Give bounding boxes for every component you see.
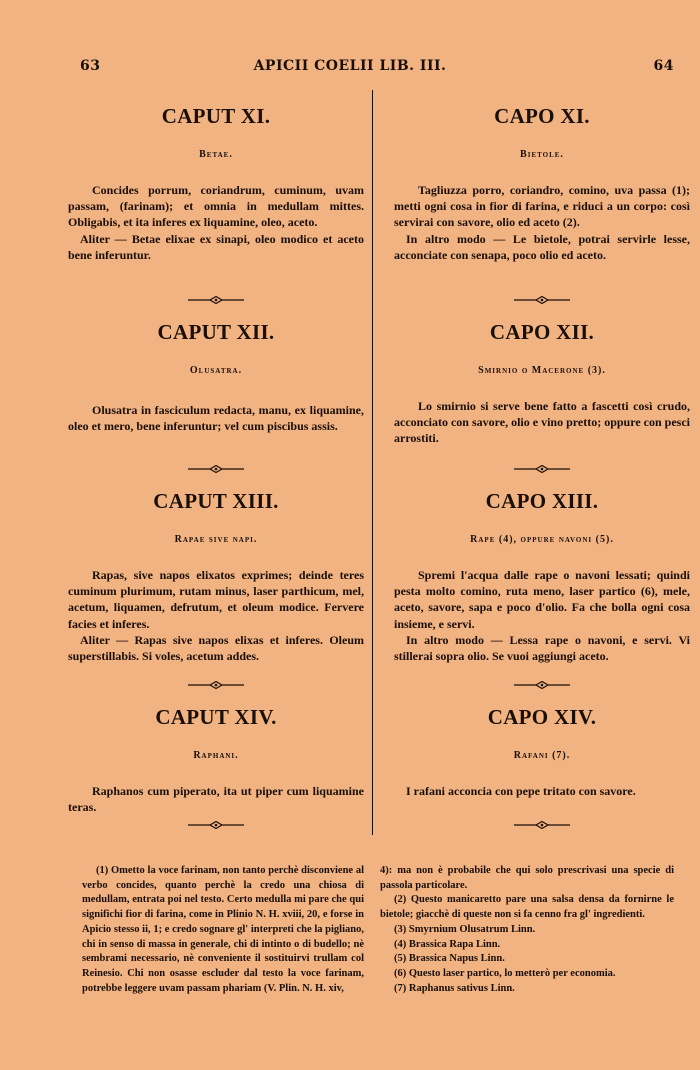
footnote-2: (2) Questo manicaretto pare una salsa densa da fornirne le bietole; giacchè di queste non si fa cenno fra gl' ingredienti. [380, 894, 674, 921]
footnotes-left [82, 864, 364, 996]
chapter-paragraph: Aliter — Betae elixae ex sinapi, oleo modico et aceto bene inferuntur. [68, 231, 364, 262]
chapter-paragraph: Olusatra in fasciculum redacta, manu, ex liquamine, oleo et mero, bene inferuntur; vel cum piscibus assis. [68, 403, 364, 434]
chapter-paragraph: Raphanos cum piperato, ita ut piper cum liquamine teras. [68, 784, 364, 815]
chapter-subtitle: Betae. [199, 149, 233, 160]
italian-chapter-11 [394, 104, 690, 263]
chapter-paragraph: Tagliuzza porro, coriandro, comino, uva passa (1); metti ogni cosa in fior di farina, e riduci a un corpo: così servirai con savore, olio ed aceto (2). [394, 183, 690, 230]
page-number-left: 63 [80, 58, 101, 74]
footnote-continuation: 4): ma non è probabile che qui solo prescrivasi una specie di passola particolare. [380, 865, 674, 891]
section-ornament [514, 296, 570, 304]
section-ornament [188, 681, 244, 689]
chapter-title: CAPUT XIII. [153, 489, 279, 513]
section-ornament [514, 681, 570, 689]
chapter-title: CAPO XII. [489, 320, 595, 344]
chapter-paragraph: In altro modo — Lessa rape o navoni, e servi. Vi stillerai sopra olio. Se vuoi aggiungi aceto. [394, 632, 690, 664]
chapter-paragraph: Aliter — Rapas sive napos elixas et inferes. Oleum superstillabis. Si voles, acetum addes. [68, 632, 364, 664]
footnote-6: (6) Questo laser partico, lo metterò per economia. [394, 967, 616, 979]
italian-chapter-14 [394, 705, 690, 799]
chapter-subtitle: Smirnio o Macerone (3). [478, 365, 606, 376]
chapter-title: CAPUT XIV. [155, 705, 277, 729]
section-ornament [188, 296, 244, 304]
chapter-title: CAPO XIII. [485, 489, 599, 513]
chapter-subtitle: Rape (4), oppure navoni (5). [470, 534, 614, 545]
chapter-paragraph: Spremi l'acqua dalle rape o navoni lessati; quindi pesta molto comino, ruta meno, laser partico (6), mele, aceto, savore, sapa e poco d'olio. Fa che bolla ogni cosa insieme, e servi. [394, 568, 690, 631]
chapter-paragraph: Concides porrum, coriandrum, cuminum, uvam passam, (farinam); et omnia in medullam mittes. Obligabis, et ita inferes ex liquamine, oleo, aceto. [68, 183, 364, 230]
footnotes-right [380, 864, 674, 996]
chapter-subtitle: Rapae sive napi. [174, 534, 258, 545]
chapter-paragraph: Lo smirnio si serve bene fatto a fascetti così crudo, acconciato con savore, olio e vino pretto; oppure con pesci arrostiti. [394, 399, 690, 446]
chapter-subtitle: Bietole. [520, 149, 564, 160]
section-ornament [188, 465, 244, 473]
chapter-title: CAPO XIV. [487, 705, 597, 729]
running-title: APICII COELII LIB. III. [253, 58, 447, 74]
italian-chapter-13 [394, 489, 690, 664]
footnote-4: (4) Brassica Rapa Linn. [394, 938, 501, 950]
footnote-7: (7) Raphanus sativus Linn. [394, 982, 515, 994]
chapter-title: CAPUT XII. [157, 320, 275, 344]
chapter-paragraph: I rafani acconcia con pepe tritato con savore. [406, 784, 636, 798]
chapter-paragraph: Rapas, sive napos elixatos exprimes; deinde teres cuminum plurimum, rutam minus, laser parthicum, mel, acetum, liquamen, defrutum, et oleum modice. Fervere facies et inferes. [68, 568, 364, 631]
chapter-subtitle: Raphani. [193, 750, 239, 761]
latin-chapter-11 [68, 104, 364, 263]
chapter-title: CAPUT XI. [161, 104, 271, 128]
chapter-subtitle: Rafani (7). [513, 750, 571, 761]
column-divider-rule [372, 90, 373, 835]
page-number-right: 64 [653, 58, 674, 74]
latin-chapter-14 [68, 705, 364, 815]
latin-chapter-12 [68, 320, 364, 434]
section-ornament [514, 465, 570, 473]
chapter-subtitle: Olusatra. [189, 365, 243, 376]
chapter-title: CAPO XI. [494, 104, 590, 128]
section-ornament [188, 821, 244, 829]
footnote-3: (3) Smyrnium Olusatrum Linn. [394, 923, 536, 935]
footnote-5: (5) Brassica Napus Linn. [394, 953, 505, 965]
italian-chapter-12 [394, 320, 690, 447]
chapter-paragraph: In altro modo — Le bietole, potrai servirle lesse, acconciate con senapa, poco olio ed aceto. [394, 231, 690, 262]
section-ornament [514, 821, 570, 829]
footnote-1: (1) Ometto la voce farinam, non tanto perchè disconviene al verbo concides, quanto perchè la credo una chiosa di medullam, entrata poi nel testo. Certo medulla mi pare che qui significhi fior di farina, come in Plinio N. H. xviii, 20, e forse in Apicio stesso ii, 1; e credo sognare gl' interpreti che la pigliano, chi in senso di massa in generale, chi di intinto o di budello; nè sembrami necessario, nè conveniente il sostituirvi trullam col Reinesio. Chi non osasse escluder dal testo la voce farinam, potrebbe leggere uvam passam phariam (V. Plin. N. H. xiv, [82, 865, 364, 994]
latin-chapter-13 [68, 489, 364, 664]
